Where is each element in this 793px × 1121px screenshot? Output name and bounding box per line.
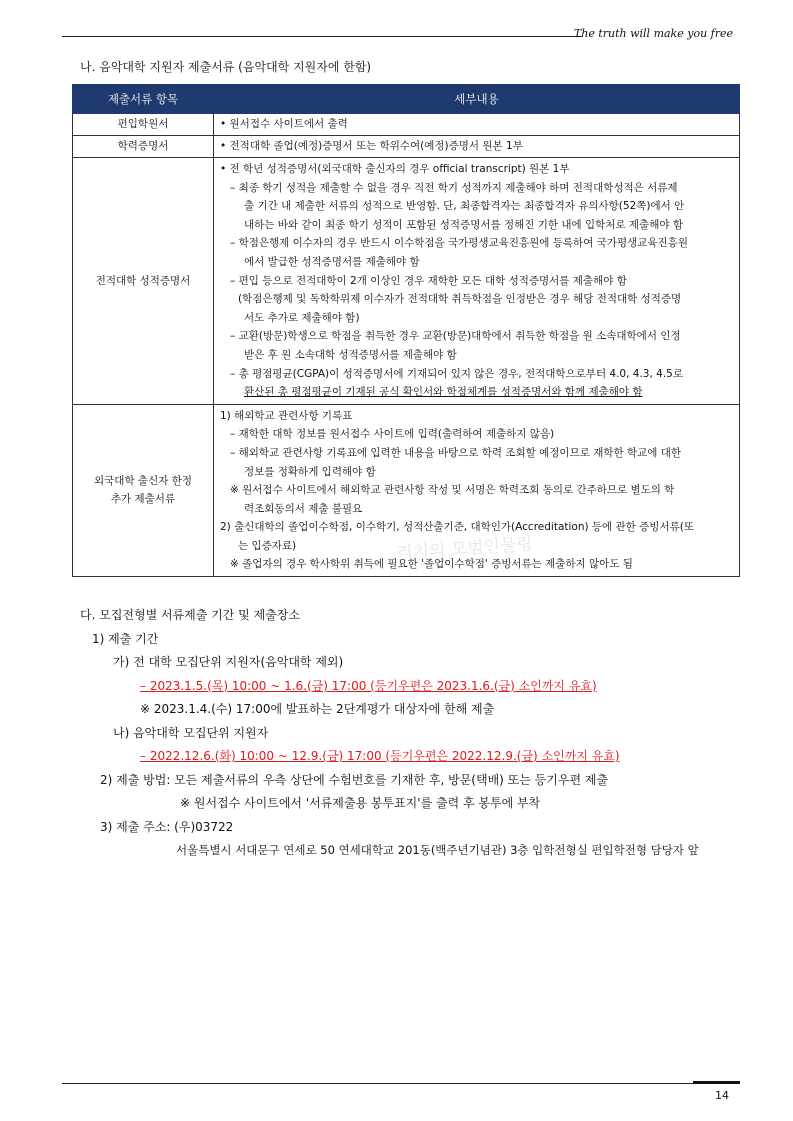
detail-line: ※ 원서접수 사이트에서 해외학교 관련사항 작성 및 서명은 학력조회 동의로 간주하므로 별도의 학	[230, 484, 675, 497]
table-row	[73, 136, 740, 158]
header-motto: The truth will make you free	[573, 27, 733, 40]
row-category: 편입학원서	[73, 114, 214, 136]
detail-line: 받은 후 원 소속대학 성적증명서를 제출해야 함	[244, 348, 457, 361]
row-detail	[214, 158, 740, 405]
detail-line: 2) 출신대학의 졸업이수학점, 이수학기, 성적산출기준, 대학인가(Accreditation) 등에 관한 증빙서류(또	[220, 521, 694, 534]
documents-table	[72, 84, 740, 577]
column-header-item: 제출서류 항목	[73, 85, 214, 114]
detail-line: 서도 추가로 제출해야 함)	[244, 311, 360, 324]
detail-line: 에서 발급한 성적증명서를 제출해야 함	[244, 255, 420, 268]
submission-method: 2) 제출 방법: 모든 제출서류의 우측 상단에 수험번호를 기재한 후, 방문(택배) 또는 등기우편 제출	[100, 772, 609, 787]
detail-line: – 학점은행제 이수자의 경우 반드시 이수학점을 국가평생교육진흥원에 등록하여 국가평생교육진흥원	[230, 237, 688, 250]
row-detail	[214, 136, 740, 158]
submission-method-note: ※ 원서접수 사이트에서 '서류제출용 봉투표지'를 출력 후 봉투에 부착	[180, 796, 541, 810]
row-category-line: 외국대학 출신자 한정 추가 제출서류	[94, 474, 192, 506]
group-na-date-text: – 2022.12.6.(화) 10:00 ~ 12.9.(금) 17:00 (등기우편은 2022.12.9.(금) 소인까지 유효)	[140, 749, 620, 763]
table-header-row	[73, 85, 740, 114]
detail-line: ※ 졸업자의 경우 학사학위 취득에 필요한 '졸업이수학점' 증빙서류는 제출하지 않아도 됨	[230, 558, 633, 571]
row-category: 전적대학 성적증명서	[73, 158, 214, 405]
detail-line: 력조회동의서 제출 불필요	[244, 502, 363, 515]
detail-line: – 편입 등으로 전적대학이 2개 이상인 경우 재학한 모든 대학 성적증명서를 제출해야 함	[230, 274, 627, 287]
detail-line: 출 기간 내 제출한 서류의 성적으로 반영함. 단, 최종합격자는 최종합격자 유의사항(52쪽)에서 안	[244, 200, 685, 213]
detail-line: 내하는 바와 같이 최종 학기 성적이 포함된 성적증명서를 정해진 기한 내에 입학처로 제출해야 함	[244, 218, 683, 231]
address-text: 서울특별시 서대문구 연세로 50 연세대학교 201동(백주년기념관) 3층 입학전형실 편입학전형 담당자 앞	[176, 843, 699, 857]
detail-line: 1) 해외학교 관련사항 기록표	[220, 409, 353, 422]
detail-line: • 전 학년 성적증명서(외국대학 출신자의 경우 official transcript) 원본 1부	[220, 163, 570, 175]
column-header-detail: 세부내용	[214, 85, 740, 114]
footer-rule	[62, 1083, 740, 1084]
detail-line: – 총 평점평균(CGPA)이 성적증명서에 기재되어 있지 않은 경우, 전적대학으로부터 4.0, 4.3, 4.5로	[230, 367, 684, 380]
group-ga-note: ※ 2023.1.4.(수) 17:00에 발표하는 2단계평가 대상자에 한해 제출	[140, 702, 495, 716]
row-category	[73, 404, 214, 576]
table-row	[73, 404, 740, 576]
group-ga-heading: 가) 전 대학 모집단위 지원자(음악대학 제외)	[113, 655, 344, 669]
detail-line: 는 입증자료)	[238, 539, 297, 552]
detail-line: • 전적대학 졸업(예정)증명서 또는 학위수여(예정)증명서 원본 1부	[220, 140, 523, 153]
table-row	[73, 114, 740, 136]
group-ga-date-text: – 2023.1.5.(목) 10:00 ~ 1.6.(금) 17:00 (등기우편은 2023.1.6.(금) 소인까지 유효)	[140, 678, 597, 693]
table-row	[73, 158, 740, 405]
detail-line: – 교환(방문)학생으로 학점을 취득한 경우 교환(방문)대학에서 취득한 학점을 원 소속대학에서 인정	[230, 330, 681, 343]
row-detail	[214, 404, 740, 576]
group-na-date	[80, 745, 699, 769]
group-na-heading: 나) 음악대학 모집단위 지원자	[113, 725, 269, 740]
detail-line: – 재학한 대학 정보를 원서접수 사이트에 입력(출력하여 제출하지 않음)	[230, 428, 555, 441]
period-heading: 1) 제출 기간	[92, 631, 159, 646]
row-category: 학력증명서	[73, 136, 214, 158]
address-heading: 3) 제출 주소: (우)03722	[100, 819, 234, 834]
row-detail	[214, 114, 740, 136]
detail-line: – 최종 학기 성적을 제출할 수 없을 경우 직전 학기 성적까지 제출해야 하며 전적대학성적은 서류제	[230, 181, 678, 194]
detail-line: – 해외학교 관련사항 기록표에 입력한 내용을 바탕으로 학력 조회할 예정이므로 재학한 학교에 대한	[230, 446, 682, 459]
group-ga-date	[80, 675, 699, 699]
detail-line: (학점은행제 및 독학학위제 이수자가 전적대학 취득학점을 인정받은 경우 해당 전적대학 성적증명	[238, 293, 682, 306]
detail-line: 환산된 총 평점평균이 기재된 공식 확인서와 학점체계를 성적증명서와 함께 제출해야 함	[244, 386, 643, 399]
watermark: 리치의 모범인물링	[395, 534, 534, 564]
footer-tab	[693, 1081, 740, 1084]
section-title-submission: 다. 모집전형별 서류제출 기간 및 제출장소	[80, 608, 300, 622]
detail-line: 정보를 정확하게 입력해야 함	[244, 465, 376, 478]
page-number: 14	[715, 1089, 729, 1102]
detail-line: • 원서접수 사이트에서 출력	[220, 118, 348, 131]
section-title-music: 나. 음악대학 지원자 제출서류 (음악대학 지원자에 한함)	[80, 60, 372, 74]
submission-section	[80, 604, 699, 863]
header-rule	[62, 36, 582, 37]
